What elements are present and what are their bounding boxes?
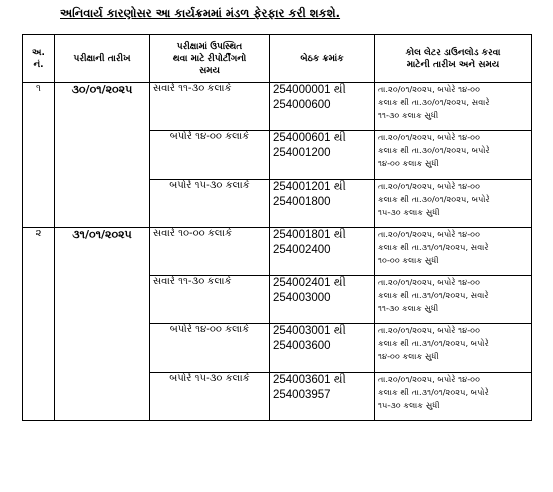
exam-date-cell: ૩૦/૦૧/૨૦૨૫	[55, 83, 150, 228]
call-letter-window-cell: તા.૨૦/૦૧/૨૦૨૫, બપોરે ૧૪-૦૦ કલાક થી તા.૩૧/૦૧/૨૦૨૫, સવારે ૧૦-૦૦ કલાક સુધી	[375, 227, 532, 275]
sr-no-cell: ૨	[23, 227, 55, 420]
reporting-time-cell: સવારે ૧૧-૩૦ કલાકે	[150, 276, 270, 324]
col-header-exam-date: પરીક્ષાની તારીખ	[55, 35, 150, 83]
reporting-time-cell: બપોરે ૧૪-૦૦ કલાકે	[150, 131, 270, 179]
col-header-sr-no: અ. નં.	[23, 35, 55, 83]
reporting-time-cell: સવારે ૧૦-૦૦ કલાકે	[150, 227, 270, 275]
table-header-row	[23, 35, 532, 83]
seat-range-cell: 254000601 થી 254001200	[270, 131, 375, 179]
seat-range-cell: 254002401 થી 254003000	[270, 276, 375, 324]
call-letter-window-cell: તા.૨૦/૦૧/૨૦૨૫, બપોરે ૧૪-૦૦ કલાક થી તા.૩૦/૦૧/૨૦૨૫, બપોરે ૧૫-૩૦ કલાક સુધી	[375, 179, 532, 227]
reporting-time-cell: બપોરે ૧૪-૦૦ કલાકે	[150, 324, 270, 372]
col-header-call-letter: કોલ લેટર ડાઉનલોડ કરવા માટેની તારીખ અને સમય	[375, 35, 532, 83]
reporting-time-cell: બપોરે ૧૫-૩૦ કલાકે	[150, 179, 270, 227]
seat-range-cell: 254000001 થી 254000600	[270, 83, 375, 131]
col-header-seat-no: બેઠક ક્રમાંક	[270, 35, 375, 83]
seat-range-cell: 254003001 થી 254003600	[270, 324, 375, 372]
reporting-time-cell: સવારે ૧૧-૩૦ કલાકે	[150, 83, 270, 131]
call-letter-window-cell: તા.૨૦/૦૧/૨૦૨૫, બપોરે ૧૪-૦૦ કલાક થી તા.૩૦/૦૧/૨૦૨૫, સવારે ૧૧-૩૦ કલાક સુધી	[375, 83, 532, 131]
call-letter-window-cell: તા.૨૦/૦૧/૨૦૨૫, બપોરે ૧૪-૦૦ કલાક થી તા.૩૧/૦૧/૨૦૨૫, સવારે ૧૧-૩૦ કલાક સુધી	[375, 276, 532, 324]
seat-range-cell: 254003601 થી 254003957	[270, 372, 375, 420]
seat-range-cell: 254001201 થી 254001800	[270, 179, 375, 227]
exam-schedule-table	[22, 34, 532, 421]
call-letter-window-cell: તા.૨૦/૦૧/૨૦૨૫, બપોરે ૧૪-૦૦ કલાક થી તા.૩૧/૦૧/૨૦૨૫, બપોરે ૧૫-૩૦ કલાક સુધી	[375, 372, 532, 420]
table-row	[23, 227, 532, 275]
call-letter-window-cell: તા.૨૦/૦૧/૨૦૨૫, બપોરે ૧૪-૦૦ કલાક થી તા.૩૧/૦૧/૨૦૨૫, બપોરે ૧૪-૦૦ કલાક સુધી	[375, 324, 532, 372]
seat-range-cell: 254001801 થી 254002400	[270, 227, 375, 275]
call-letter-window-cell: તા.૨૦/૦૧/૨૦૨૫, બપોરે ૧૪-૦૦ કલાક થી તા.૩૦/૦૧/૨૦૨૫, બપોરે ૧૪-૦૦ કલાક સુધી	[375, 131, 532, 179]
sr-no-cell: ૧	[23, 83, 55, 228]
reporting-time-cell: બપોરે ૧૫-૩૦ કલાકે	[150, 372, 270, 420]
col-header-reporting-time: પરીક્ષામાં ઉપસ્થિત થવા માટે રીપોર્ટીંગનો સમય	[150, 35, 270, 83]
notice-heading: અનિવાર્ય કારણોસર આ કાર્યક્રમમાં મંડળ ફેરફાર કરી શકશે.	[60, 6, 341, 20]
table-row	[23, 83, 532, 131]
exam-date-cell: ૩૧/૦૧/૨૦૨૫	[55, 227, 150, 420]
